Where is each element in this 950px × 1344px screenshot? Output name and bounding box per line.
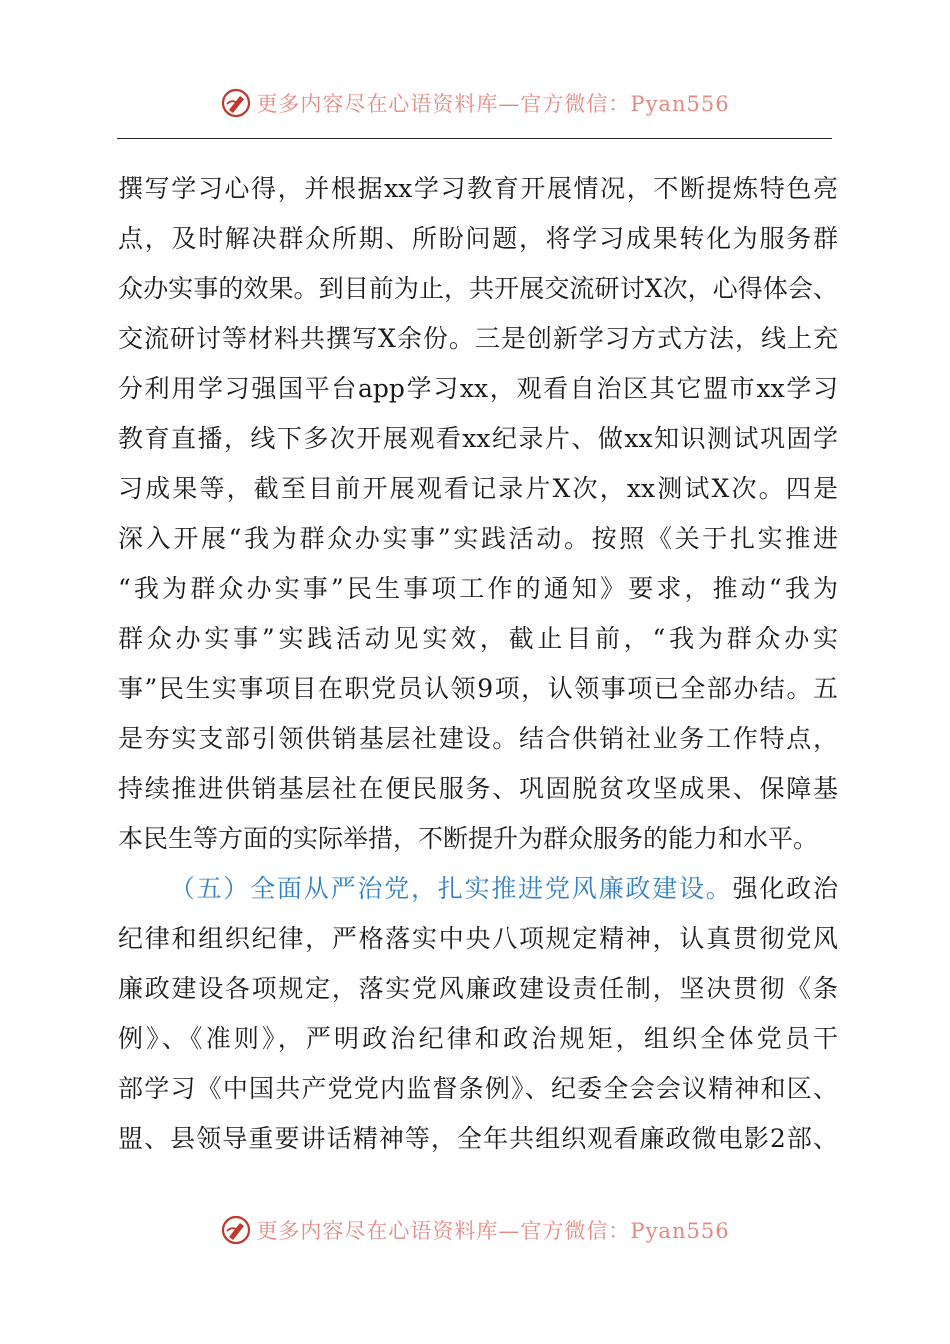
section-heading: （五）全面从严治党，扎实推进党风廉政建设。 <box>168 874 733 903</box>
body-line: 部学习《中国共产党党内监督条例》、纪委全会会议精神和区、 <box>118 1074 838 1103</box>
body-line: 众办实事的效果。到目前为止，共开展交流研讨X次，心得体会、 <box>118 274 838 303</box>
section-first-line <box>118 864 838 914</box>
footer-watermark-text: 更多内容尽在心语资料库—官方微信：Pyan556 <box>256 1219 730 1243</box>
pen-nib-icon <box>220 1214 252 1246</box>
body-line: 群众办实事”实践活动见实效，截止目前，“我为群众办实 <box>118 624 838 653</box>
body-line: 习成果等，截至目前开展观看记录片X次，xx测试X次。四是 <box>118 474 838 503</box>
body-line: 例》、《准则》，严明政治纪律和政治规矩，组织全体党员干 <box>118 1024 838 1053</box>
header-watermark-text: 更多内容尽在心语资料库—官方微信：Pyan556 <box>256 92 730 116</box>
body-line: 分利用学习强国平台app学习xx，观看自治区其它盟市xx学习 <box>118 374 838 403</box>
body-line: 点，及时解决群众所期、所盼问题，将学习成果转化为服务群 <box>118 224 838 253</box>
body-line: 撰写学习心得，并根据xx学习教育开展情况，不断提炼特色亮 <box>118 174 838 203</box>
body-line: 持续推进供销基层社在便民服务、巩固脱贫攻坚成果、保障基 <box>118 774 838 803</box>
body-line: “我为群众办实事”民生事项工作的通知》要求，推动“我为 <box>118 574 838 603</box>
body-line: 事”民生实事项目在职党员认领9项，认领事项已全部办结。五 <box>118 674 838 703</box>
header-watermark <box>0 85 950 121</box>
header-divider <box>117 138 832 139</box>
footer-watermark <box>0 1212 950 1248</box>
body-line: 教育直播，线下多次开展观看xx纪录片、做xx知识测试巩固学 <box>118 424 838 453</box>
document-body <box>118 164 838 1164</box>
section-first-rest: 强化政治 <box>732 874 838 903</box>
body-line: 交流研讨等材料共撰写X余份。三是创新学习方式方法，线上充 <box>118 324 838 353</box>
body-line: 纪律和组织纪律，严格落实中央八项规定精神，认真贯彻党风 <box>118 924 838 953</box>
body-line: 本民生等方面的实际举措，不断提升为群众服务的能力和水平。 <box>118 824 819 853</box>
body-line: 深入开展“我为群众办实事”实践活动。按照《关于扎实推进 <box>118 524 838 553</box>
body-line: 廉政建设各项规定，落实党风廉政建设责任制，坚决贯彻《条 <box>118 974 838 1003</box>
body-line: 盟、县领导重要讲话精神等，全年共组织观看廉政微电影2部、 <box>118 1124 838 1153</box>
body-line: 是夯实支部引领供销基层社建设。结合供销社业务工作特点， <box>118 724 838 753</box>
pen-nib-icon <box>220 87 252 119</box>
